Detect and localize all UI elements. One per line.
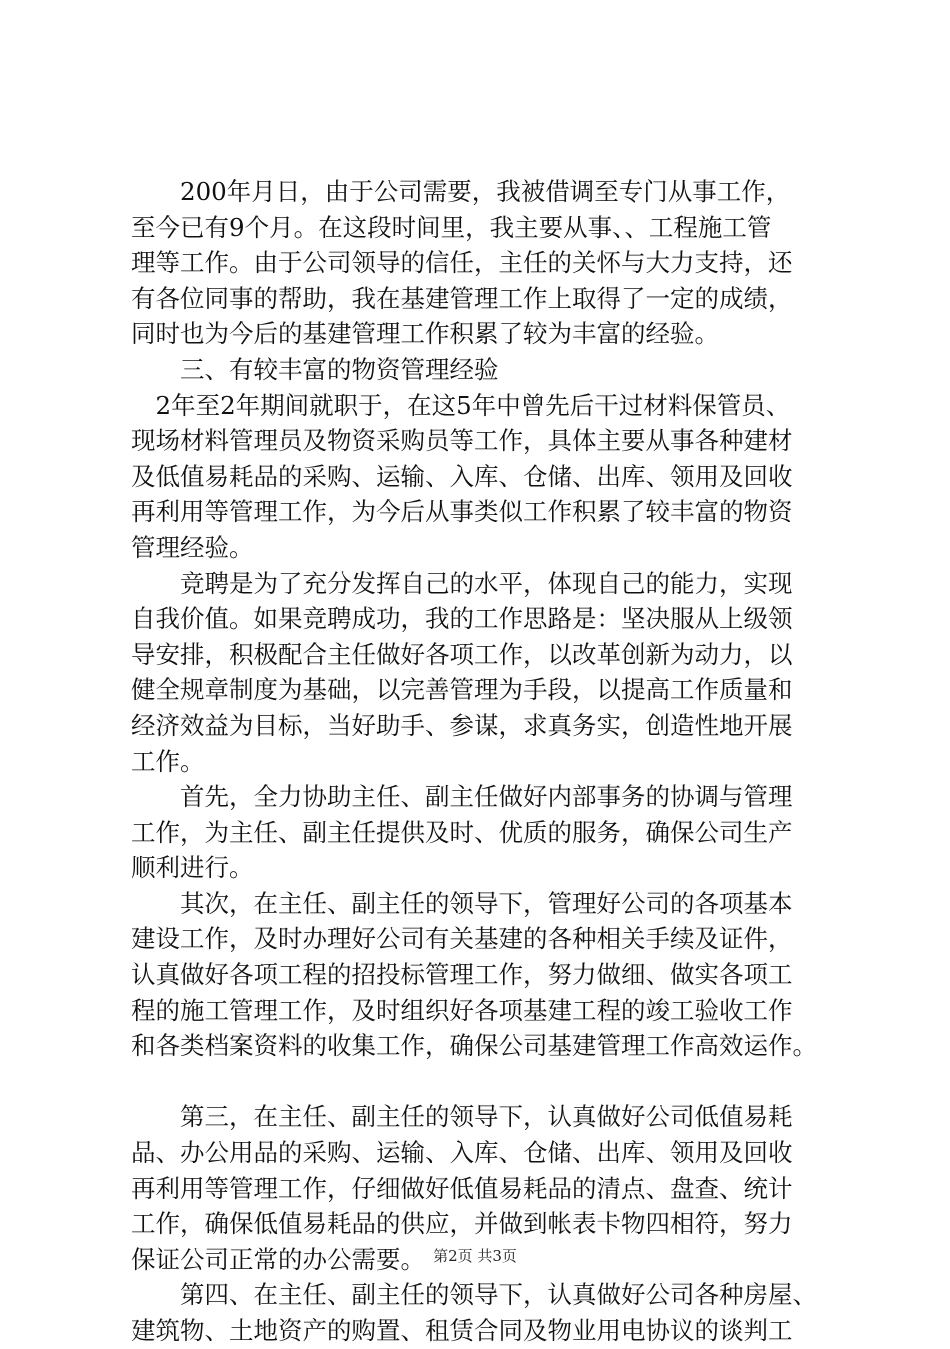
text-line: 其次，在主任、副主任的领导下，管理好公司的各项基本 xyxy=(131,888,793,918)
text-line: 程的施工管理工作，及时组织好各项基建工程的竣工验收工作 xyxy=(131,995,793,1025)
text-line: 经济效益为目标，当好助手、参谋，求真务实，创造性地开展 xyxy=(131,710,793,740)
text-line: 理等工作。由于公司领导的信任，主任的关怀与大力支持，还 xyxy=(131,248,793,278)
blank-line xyxy=(131,1064,861,1100)
text-line: 品、办公用品的采购、运输、入库、仓储、出库、领用及回收 xyxy=(131,1138,793,1168)
text-line: 同时也为今后的基建管理工作积累了较为丰富的经验。 xyxy=(131,319,719,349)
text-line: 第四、在主任、副主任的领导下，认真做好公司各种房屋、 xyxy=(131,1280,817,1310)
text-line: 至今已有9个月。在这段时间里，我主要从事、、工程施工管 xyxy=(131,212,772,242)
text-line: 2年至2年期间就职于，在这5年中曾先后干过材料保管员、 xyxy=(131,390,791,420)
text-line: 建设工作，及时办理好公司有关基建的各种相关手续及证件， xyxy=(131,924,793,954)
document-body xyxy=(131,174,861,1349)
text-line: 工作。 xyxy=(131,746,205,776)
text-line: 和各类档案资料的收集工作，确保公司基建管理工作高效运作。 xyxy=(131,1031,817,1061)
text-line: 竞聘是为了充分发挥自己的水平，体现自己的能力，实现 xyxy=(131,568,793,598)
text-line: 有各位同事的帮助，我在基建管理工作上取得了一定的成绩， xyxy=(131,283,793,313)
text-line: 工作，为主任、副主任提供及时、优质的服务，确保公司生产 xyxy=(131,817,793,847)
text-line: 管理经验。 xyxy=(131,532,254,562)
text-line: 认真做好各项工程的招投标管理工作，努力做细、做实各项工 xyxy=(131,960,793,990)
section-heading: 三、有较丰富的物资管理经验 xyxy=(131,354,499,384)
text-line: 第三，在主任、副主任的领导下，认真做好公司低值易耗 xyxy=(131,1102,793,1132)
text-line: 再利用等管理工作，仔细做好低值易耗品的清点、盘查、统计 xyxy=(131,1173,793,1203)
text-line: 200年月日，由于公司需要，我被借调至专门从事工作， xyxy=(131,177,791,206)
text-line: 及低值易耗品的采购、运输、入库、仓储、出库、领用及回收 xyxy=(131,461,793,491)
text-line: 再利用等管理工作，为今后从事类似工作积累了较丰富的物资 xyxy=(131,497,793,527)
text-line: 健全规章制度为基础，以完善管理为手段，以提高工作质量和 xyxy=(131,675,793,705)
text-line: 保证公司正常的办公需要。 xyxy=(131,1244,425,1274)
text-line: 导安排，积极配合主任做好各项工作，以改革创新为动力，以 xyxy=(131,639,793,669)
text-line: 首先，全力协助主任、副主任做好内部事务的协调与管理 xyxy=(131,782,793,812)
page-footer: 第2页 共3页 xyxy=(433,1247,517,1265)
text-line: 自我价值。如果竞聘成功，我的工作思路是：坚决服从上级领 xyxy=(131,604,793,634)
text-line: 现场材料管理员及物资采购员等工作，具体主要从事各种建材 xyxy=(131,426,793,456)
text-line: 顺利进行。 xyxy=(131,853,254,883)
text-line: 工作，确保低值易耗品的供应，并做到帐表卡物四相符，努力 xyxy=(131,1209,793,1239)
text-line: 建筑物、土地资产的购置、租赁合同及物业用电协议的谈判工 xyxy=(131,1316,793,1345)
